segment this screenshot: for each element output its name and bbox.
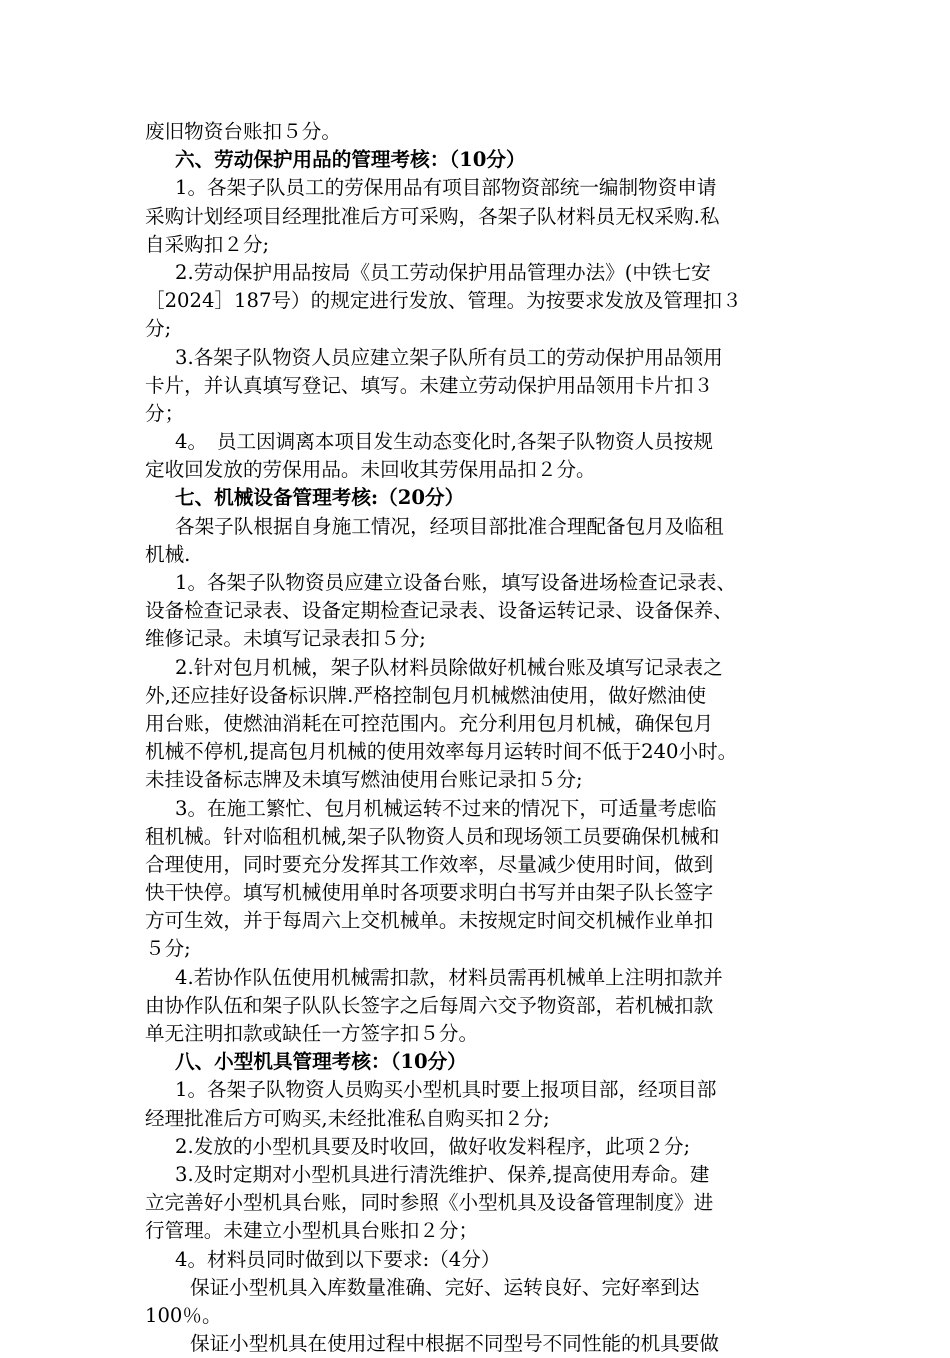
text-line: 方可生效，并于每周六上交机械单。未按规定时间交机械作业单扣 — [145, 909, 714, 933]
text-line: 100％。 — [145, 1303, 222, 1327]
text-line: 1。各架子队物资员应建立设备台账，填写设备进场检查记录表、 — [175, 571, 737, 594]
section-heading: 八、小型机具管理考核：（10分） — [175, 1050, 467, 1074]
text-line: 机械不停机,提高包月机械的使用效率每月运转时间不低于240小时。 — [145, 740, 738, 764]
section-heading: 七、机械设备管理考核:（20分） — [175, 486, 465, 510]
text-line: 由协作队伍和架子队队长签字之后每周六交予物资部，若机械扣款 — [145, 993, 714, 1017]
text-line: 废旧物资台账扣５分。 — [145, 120, 341, 143]
text-line: 快干快停。填写机械使用单时各项要求明白书写并由架子队长签字 — [145, 881, 714, 905]
text-line: 保证小型机具在使用过程中根据不同型号不同性能的机具要做 — [190, 1332, 720, 1356]
text-line: ５分; — [145, 937, 191, 961]
text-line: 卡片，并认真填写登记、填写。未建立劳动保护用品领用卡片扣３ — [145, 373, 714, 397]
text-line: 4。 员工因调离本项目发生动态变化时,各架子队物资人员按规 — [175, 430, 713, 454]
text-line: 采购计划经项目经理批准后方可采购，各架子队材料员无权采购.私 — [145, 204, 720, 228]
text-line: 立完善好小型机具台账，同时参照《小型机具及设备管理制度》进 — [145, 1191, 714, 1215]
text-line: 3.各架子队物资人员应建立架子队所有员工的劳动保护用品领用 — [175, 345, 723, 369]
text-line: 设备检查记录表、设备定期检查记录表、设备运转记录、设备保养、 — [145, 599, 733, 623]
text-line: 定收回发放的劳保用品。未回收其劳保用品扣２分。 — [145, 458, 596, 482]
text-line: 未挂设备标志牌及未填写燃油使用台账记录扣５分; — [145, 768, 583, 792]
text-line: 4.若协作队伍使用机械需扣款，材料员需再机械单上注明扣款并 — [175, 965, 723, 989]
text-line: 经理批准后方可购买,未经批准私自购买扣２分; — [145, 1106, 550, 1130]
text-line: ［2024］187号）的规定进行发放、管理。为按要求发放及管理扣３ — [145, 289, 742, 313]
text-line: 单无注明扣款或缺任一方签字扣５分。 — [145, 1022, 479, 1045]
text-line: 分； — [145, 401, 185, 425]
text-line: 维修记录。未填写记录表扣５分; — [145, 627, 426, 651]
text-line: 3。在施工繁忙、包月机械运转不过来的情况下，可适量考虑临 — [175, 796, 717, 820]
text-line: 各架子队根据自身施工情况，经项目部批准合理配备包月及临租 — [175, 514, 724, 538]
text-line: 3.及时定期对小型机具进行清洗维护、保养,提高使用寿命。建 — [175, 1162, 710, 1186]
text-line: 1。各架子队员工的劳保用品有项目部物资部统一编制物资申请 — [175, 176, 717, 200]
text-line: 外,还应挂好设备标识牌.严格控制包月机械燃油使用，做好燃油使 — [145, 683, 707, 707]
text-line: 保证小型机具入库数量准确、完好、运转良好、完好率到达 — [190, 1275, 700, 1299]
text-line: 分; — [145, 317, 172, 341]
text-line: 行管理。未建立小型机具台账扣２分； — [145, 1219, 479, 1243]
text-line: 2.发放的小型机具要及时收回，做好收发料程序，此项２分; — [175, 1134, 691, 1158]
text-line: 2.劳动保护用品按局《员工劳动保护用品管理办法》(中铁七安 — [175, 260, 711, 284]
text-line: 合理使用，同时要充分发挥其工作效率，尽量减少使用时间，做到 — [145, 852, 714, 876]
text-line: 租机械。针对临租机械,架子队物资人员和现场领工员要确保机械和 — [145, 824, 720, 848]
text-line: 2.针对包月机械，架子队材料员除做好机械台账及填写记录表之 — [175, 655, 723, 679]
section-heading: 六、劳动保护用品的管理考核：（10分） — [175, 148, 526, 172]
document-body — [145, 118, 810, 1358]
text-line: 机械. — [145, 542, 191, 566]
text-line: 1。各架子队物资人员购买小型机具时要上报项目部，经项目部 — [175, 1078, 717, 1102]
text-line: 用台账，使燃油消耗在可控范围内。充分利用包月机械，确保包月 — [145, 711, 714, 735]
text-line: 4。材料员同时做到以下要求:（4分） — [175, 1247, 501, 1271]
text-line: 自采购扣２分; — [145, 232, 270, 256]
